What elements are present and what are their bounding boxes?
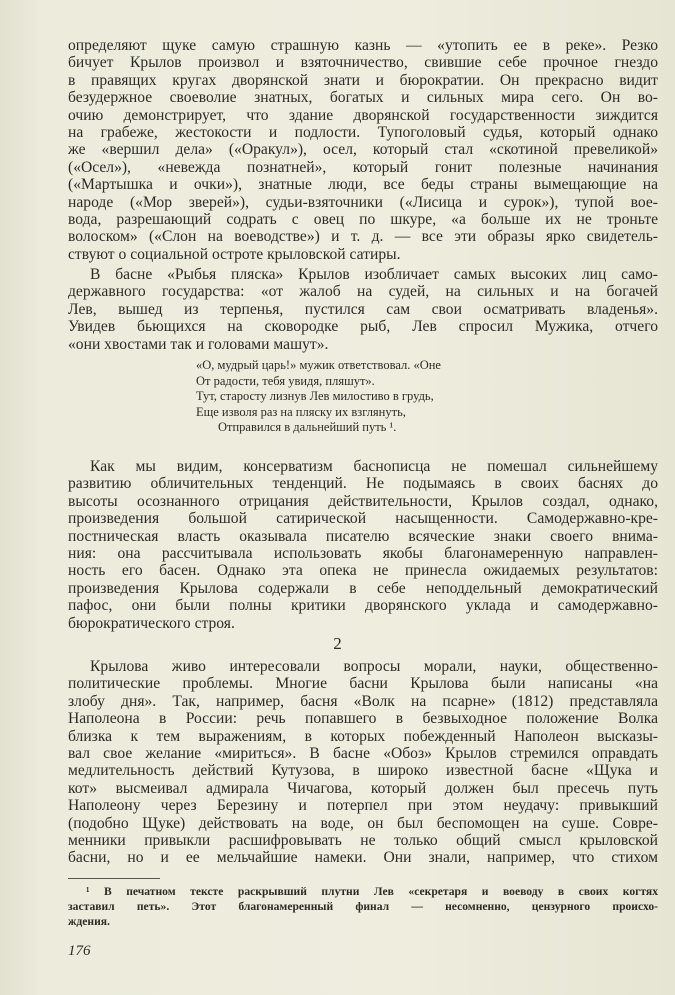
text-line: пафос, они были полны критики дворянского уклада и самодержавно- — [68, 597, 658, 615]
text-line: народе («Мор зверей»), судьи-взяточники («Лисица и сурок»), тупой вое- — [68, 193, 658, 211]
text-line: злобу дня». Так, например, басня «Волк на псарне» (1812) представляла — [68, 692, 658, 710]
text-line: кот» высмеивал адмирала Чичагова, который должен был пресечь путь — [68, 779, 658, 797]
paragraph-3 — [68, 458, 658, 632]
text-line: ность его басен. Однако эта опека не принесла ожидаемых результатов: — [68, 562, 658, 580]
paragraph-2 — [68, 266, 658, 353]
text-line: развитию обличительных тенденций. Не подымаясь в своих баснях до — [68, 475, 658, 493]
text-line: вал свое желание «мириться». В басне «Обоз» Крылов стремился оправдать — [68, 744, 658, 762]
text-line: менники привыкли расшифровывать не только общий смысл крыловской — [68, 831, 658, 849]
text-line: («Осел»), «невежда познатней», который гонит полезные начинания — [68, 158, 658, 176]
text-line: очию демонстрирует, что здание дворянской государственности зиждится — [68, 106, 658, 124]
section-number: 2 — [333, 634, 342, 653]
text-line: Лев, вышед из терпенья, пустился сам свои осматривать владенья». — [68, 300, 658, 318]
text-line: ¹ В печатном тексте раскрывший плутни Лев «секретаря и воеводу в своих когтях — [86, 885, 658, 898]
text-line: близка к тем выражениям, в которых побежденный Наполеон высказы- — [68, 727, 658, 745]
text-line: («Мартышка и очки»), знатные люди, все беды страны вымещающие на — [68, 176, 658, 194]
text-line: ния: она рассчитывала использовать якобы благонамеренную направлен- — [68, 544, 658, 562]
text-line: волоском» («Слон на воеводстве») и т. д. — все эти образы ярко свидетель- — [68, 228, 658, 246]
text-line: (подобно Щуке) действовать на воде, он был беспомощен на суше. Совре- — [68, 814, 658, 832]
footnote — [68, 884, 658, 929]
text-line: Наполеону через Березину и потерпел при этом неудачу: привыкший — [68, 797, 658, 815]
text-line: бичует Крылов произвол и взяточничество, свившие себе прочное гнездо — [68, 54, 658, 72]
text-line: бюрократического строя. — [68, 614, 235, 632]
footnote-divider — [68, 878, 160, 879]
text-line: «они хвостами так и головами машут». — [68, 335, 329, 353]
text-line: В басне «Рыбья пляска» Крылов изобличает самых высоких лиц само- — [90, 266, 658, 283]
text-line: ствуют о социальной остроте крыловской сатиры. — [68, 245, 401, 263]
text-line: вода, разрешающий содрать с овец по шкуре, «а больше их не троньте — [68, 210, 658, 228]
text-line: Крылова живо интересовали вопросы морали, науки, общественно- — [90, 658, 658, 675]
text-line: Как мы видим, консерватизм баснописца не помешал сильнейшему — [90, 458, 658, 475]
text-line: ждения. — [68, 915, 110, 928]
text-line: заставил петь». Этот благонамеренный финал — несомненно, цензурного происхо- — [68, 900, 658, 913]
text-line: Тут, старосту лизнув Лев милостиво в грудь, — [196, 389, 434, 404]
text-line: державного государства: «от жалоб на судей, на сильных и на богачей — [68, 283, 658, 301]
paragraph-4 — [68, 658, 658, 867]
poem-quote — [196, 358, 441, 436]
paragraph-1 — [68, 37, 658, 263]
text-line: на грабеже, жестокости и подлости. Тупоголовый судья, который однако — [68, 123, 658, 141]
text-line: же «вершил дела» («Оракул»), осел, который стал «скотиной превеликой» — [68, 141, 658, 159]
text-line: От радости, тебя увидя, пляшут». — [196, 373, 375, 388]
text-line: определяют щуке самую страшную казнь — «утопить ее в реке». Резко — [68, 37, 658, 54]
text-line: в правящих кругах дворянской знати и бюрократии. Он прекрасно видит — [68, 71, 658, 89]
text-line: Отправился в дальнейший путь ¹. — [218, 420, 397, 435]
text-line: политические проблемы. Многие басни Крылова были написаны «на — [68, 675, 658, 693]
text-line: басни, но и ее мельчайшие намеки. Они знали, например, что стихом — [68, 849, 658, 867]
text-line: Увидев бьющихся на сковородке рыб, Лев спросил Мужика, отчего — [68, 318, 658, 336]
text-line: Еще изволя раз на пляску их взглянуть, — [196, 404, 406, 419]
page-number: 176 — [68, 943, 91, 959]
text-line: медлительность действий Кутузова, в широко известной басне «Щука и — [68, 762, 658, 780]
text-line: произведения большой сатирической насыщенности. Самодержавно-кре- — [68, 510, 658, 528]
text-line: высоты осознанного отрицания действительности, Крылов создал, однако, — [68, 492, 658, 510]
text-line: «О, мудрый царь!» мужик ответствовал. «Оне — [196, 358, 441, 372]
text-line: Наполеона в России: речь попавшего в безвыходное положение Волка — [68, 710, 658, 728]
text-line: безудержное своеволие знатных, богатых и сильных мира сего. Он во- — [68, 89, 658, 107]
text-line: постническая власть оказывала писателю всяческие знаки своего внима- — [68, 527, 658, 545]
text-line: произведения Крылова содержали в себе неподдельный демократический — [68, 579, 658, 597]
